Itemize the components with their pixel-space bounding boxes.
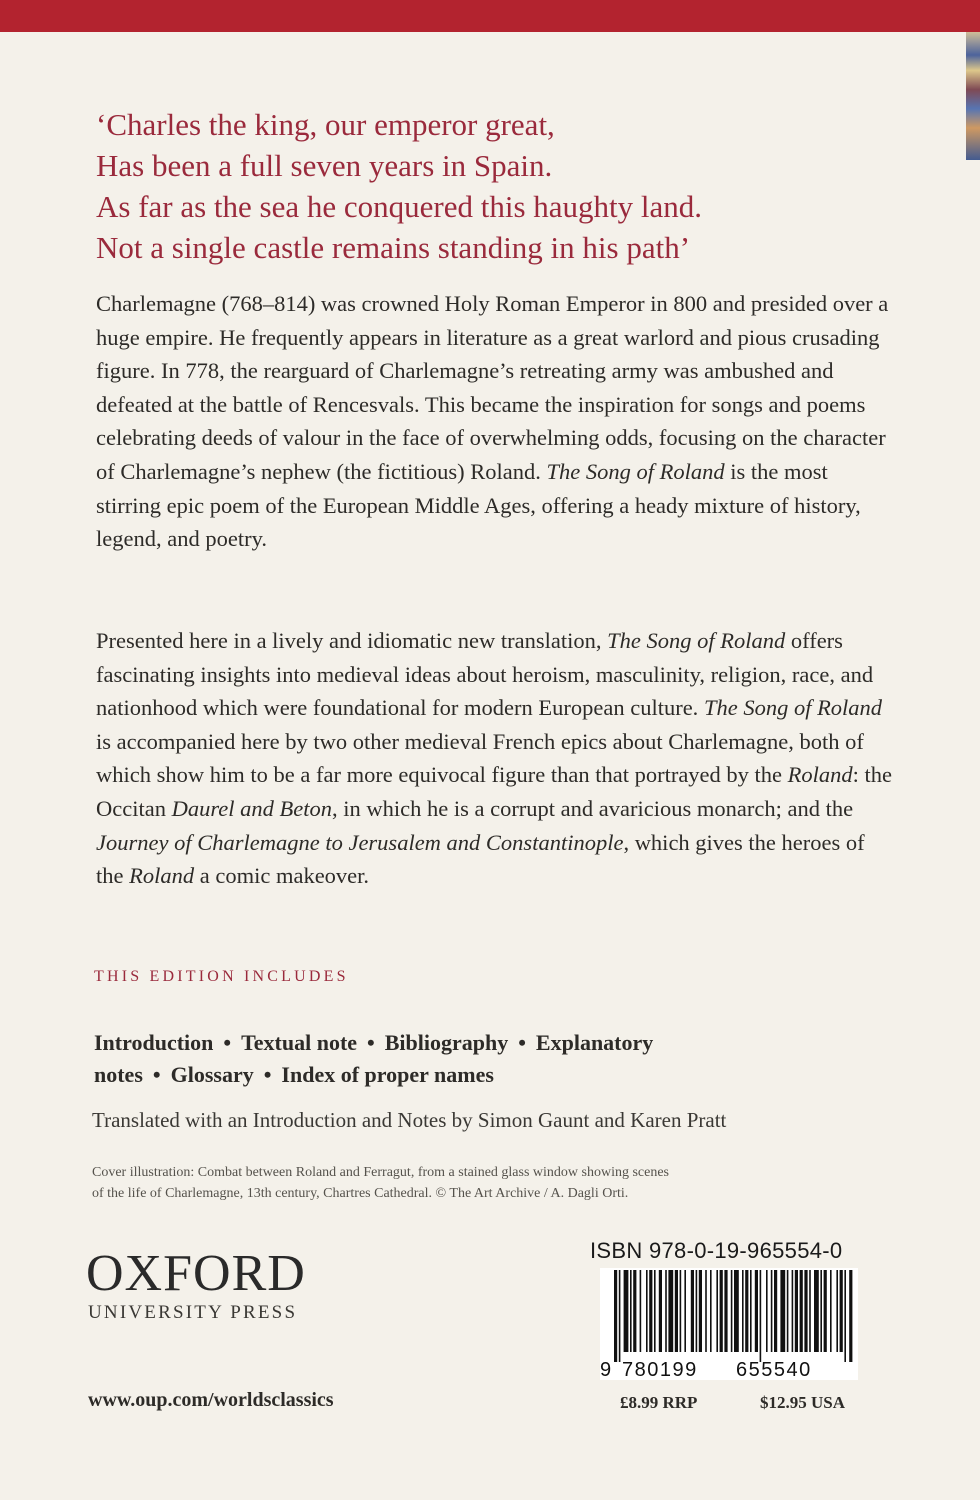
- barcode-digit-first: 9: [600, 1359, 612, 1380]
- book-title: Roland: [787, 762, 853, 788]
- include-item: Bibliography: [384, 1030, 509, 1055]
- barcode-bar: [771, 1270, 773, 1352]
- barcode-bar: [646, 1270, 648, 1352]
- quote-line: ‘Charles the king, our emperor great,: [96, 107, 555, 142]
- book-title: The Song of Roland: [703, 695, 883, 721]
- barcode-bar: [619, 1270, 621, 1362]
- barcode-bar: [640, 1270, 642, 1352]
- barcode-digits-right: 655540: [736, 1359, 812, 1380]
- barcode-bar: [696, 1270, 698, 1352]
- bullet-icon: •: [223, 1030, 232, 1055]
- barcode-bar: [804, 1270, 807, 1352]
- barcode-bar: [787, 1270, 789, 1352]
- barcode-bar: [633, 1270, 636, 1352]
- para-text: , in which he is a corrupt and avaricious monarch; and the: [331, 795, 854, 821]
- barcode-bar: [716, 1270, 718, 1352]
- edition-includes-list: [94, 1027, 794, 1091]
- barcode-bar: [624, 1270, 629, 1352]
- epigraph-quote: [96, 104, 956, 268]
- book-title: Journey of Charlemagne to Jerusalem and Constantinople: [96, 829, 624, 855]
- barcode-bar: [630, 1270, 632, 1352]
- barcode-bar: [780, 1270, 785, 1352]
- include-item: Explanatory notes: [94, 1030, 654, 1087]
- barcode-bar: [654, 1270, 656, 1352]
- barcode-bar: [836, 1270, 838, 1352]
- barcode-bar: [820, 1270, 822, 1352]
- top-red-band: [0, 0, 980, 32]
- edition-heading: THIS EDITION INCLUDES: [94, 968, 349, 985]
- quote-line: Has been a full seven years in Spain.: [96, 148, 553, 183]
- barcode-bar: [614, 1270, 617, 1362]
- barcode-bar: [668, 1270, 673, 1352]
- price-gbp: £8.99 RRP: [620, 1393, 698, 1412]
- quote-line: Not a single castle remains standing in his path’: [96, 230, 691, 265]
- barcode-bar: [675, 1270, 678, 1352]
- include-item: Introduction: [94, 1030, 214, 1055]
- book-title: The Song of Roland: [546, 458, 725, 484]
- book-title: Daurel and Beton: [171, 795, 332, 821]
- description-paragraph-1: [96, 287, 896, 556]
- barcode-bar: [699, 1270, 702, 1352]
- credit-line: of the life of Charlemagne, 13th century, Chartres Cathedral. © The Art Archive / A. Dagli Orti.: [92, 1186, 629, 1201]
- barcode-bar: [755, 1270, 758, 1352]
- barcode-bar: [724, 1270, 727, 1352]
- barcode-bar: [731, 1270, 733, 1352]
- para-text: a comic makeover.: [199, 863, 370, 889]
- publisher-website: www.oup.com/worldsclassics: [88, 1389, 334, 1411]
- para-text: , which gives the heroes of the: [96, 829, 865, 889]
- barcode-bar: [734, 1270, 739, 1352]
- para-text: Presented here in a lively and idiomatic new translation,: [96, 628, 602, 653]
- barcode-bar: [800, 1270, 803, 1352]
- barcode-bar: [840, 1270, 843, 1352]
- bullet-icon: •: [367, 1030, 375, 1055]
- cover-illustration-edge: [966, 32, 980, 160]
- barcode-bar: [750, 1270, 752, 1352]
- barcode-bar: [844, 1270, 846, 1362]
- barcode-bar: [710, 1270, 712, 1352]
- barcode-bar: [720, 1270, 723, 1352]
- barcode-bar: [684, 1270, 686, 1352]
- cover-illustration-credit: [92, 1162, 852, 1204]
- para-text: is the most stirring epic poem of the European Middle Ages, offering a heady mixture of history, legend, and poetry.: [96, 458, 861, 552]
- barcode-digits-left: 780199: [622, 1359, 698, 1380]
- barcode-bar: [649, 1270, 652, 1352]
- publisher-subtitle: UNIVERSITY PRESS: [88, 1302, 298, 1323]
- para-text: offers fascinating insights into medieval ideas about heroism, masculinity, religion, race, and nationhood which were foundational for modern European culture.: [96, 628, 874, 721]
- barcode-bar: [792, 1270, 794, 1352]
- barcode-bar: [760, 1270, 762, 1362]
- book-title: Roland: [129, 863, 195, 889]
- barcode-bar: [742, 1270, 744, 1352]
- barcode-bar: [766, 1270, 768, 1352]
- book-title: The Song of Roland: [607, 628, 786, 653]
- price-usd: $12.95 USA: [760, 1393, 846, 1412]
- barcode-bar: [705, 1270, 707, 1352]
- bullet-icon: •: [152, 1062, 161, 1087]
- barcode: [600, 1268, 858, 1380]
- barcode-bar: [659, 1270, 662, 1352]
- barcode-bar: [814, 1270, 819, 1352]
- barcode-bar: [795, 1270, 798, 1352]
- barcode-bar: [849, 1270, 852, 1362]
- bullet-icon: •: [518, 1030, 526, 1055]
- quote-line: As far as the sea he conquered this haughty land.: [96, 189, 703, 224]
- credit-line: Cover illustration: Combat between Roland and Ferragut, from a stained glass window showing scenes: [92, 1165, 670, 1180]
- bullet-icon: •: [263, 1062, 272, 1087]
- include-item: Index of proper names: [281, 1062, 494, 1087]
- include-item: Textual note: [241, 1030, 358, 1055]
- barcode-bar: [691, 1270, 694, 1352]
- barcode-bar: [665, 1270, 667, 1352]
- barcode-bar: [745, 1270, 748, 1352]
- barcode-bar: [680, 1270, 682, 1352]
- barcode-bar: [824, 1270, 827, 1352]
- isbn-label: ISBN 978-0-19-965554-0: [590, 1238, 843, 1263]
- barcode-bar: [809, 1270, 811, 1352]
- para-text: is accompanied here by two other medieval French epics about Charlemagne, both of which show him to be a far more equivocal figure than that portrayed by the: [96, 728, 864, 788]
- translator-credit: Translated with an Introduction and Notes by Simon Gaunt and Karen Pratt: [92, 1108, 727, 1132]
- publisher-logo: OXFORD: [86, 1245, 306, 1302]
- para-text: : the Occitan: [96, 762, 893, 821]
- description-paragraph-2: [96, 624, 896, 893]
- barcode-bar: [830, 1270, 832, 1352]
- para-text: Charlemagne (768–814) was crowned Holy Roman Emperor in 800 and presided over a huge empire. He frequently appears in literature as a great warlord and pious crusading figure. In 778, the rearguard of Charlemagne’s retreating army was ambushed and defeated at the battle of Rencesvals. This became the inspiration for songs and poems celebrating deeds of valour in the face of overwhelming odds, focusing on the character of Charlemagne’s nephew (the fictitious) Roland.: [96, 291, 889, 484]
- barcode-bar: [774, 1270, 777, 1352]
- include-item: Glossary: [170, 1062, 254, 1087]
